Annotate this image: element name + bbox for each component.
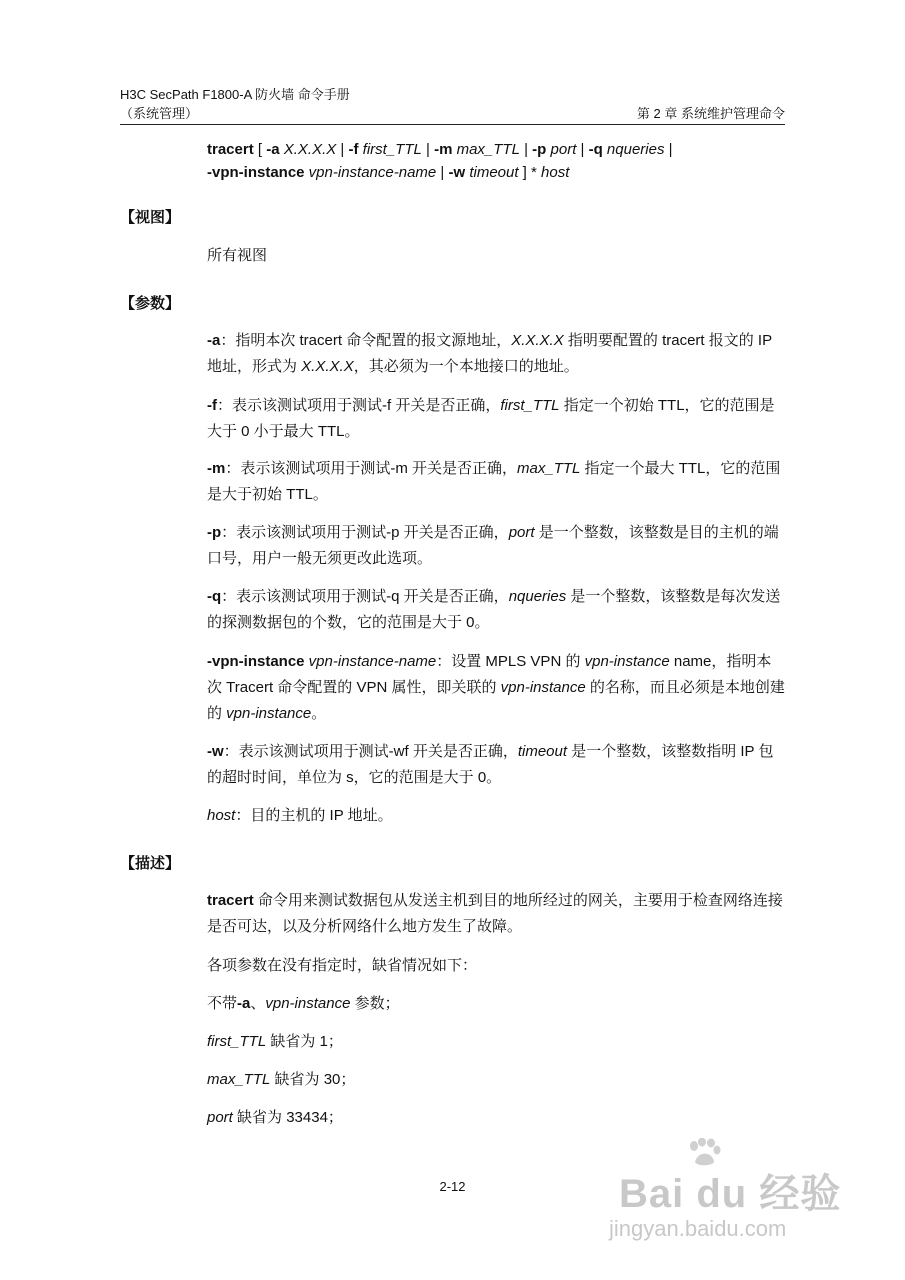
syntax-flag: -p [532,141,547,158]
syntax-flag: -q [588,141,603,158]
param-text: ：设置 MPLS VPN 的 [436,653,585,670]
param-flag: -a [207,332,221,349]
desc-para-1 [207,888,785,940]
param-f [207,393,785,445]
param-arg: X.X.X.X [511,332,564,349]
param-arg: vpn-instance [500,679,586,696]
param-text: name，指明本次 Tracert 命令配置的 VPN 属性，即关联的 [207,653,772,696]
syntax-flag: -m [434,141,453,158]
param-text: ，其必须为一个本地接口的地址。 [353,358,579,375]
param-text: 是一个整数，该整数是每次发送的探测数据包的个数，它的范围是大于 0。 [207,588,781,631]
param-arg: vpn-instance [226,705,312,722]
param-flag: -w [207,743,224,760]
syntax-cmd: tracert [207,141,254,158]
desc-text: 、 [250,995,266,1012]
param-arg: nqueries [508,588,567,605]
param-q [207,584,785,636]
syntax-arg: timeout [465,164,519,181]
syntax-text: | [576,141,589,158]
param-host [207,803,785,829]
param-w [207,739,785,791]
watermark-logo: Bai du 经验 [619,1172,842,1216]
desc-para-2: 各项参数在没有指定时，缺省情况如下： [207,957,478,974]
param-a [207,328,785,380]
param-arg: X.X.X.X [301,358,354,375]
param-arg: port [508,524,535,541]
param-text: 指定一个最大 TTL，它的范围是大于初始 TTL。 [207,460,781,503]
param-text: 是一个整数，该整数指明 IP 包的超时时间，单位为 s，它的范围是大于 0。 [207,743,774,786]
section-params-heading: 【参数】 [120,295,181,312]
header-title: H3C SecPath F1800-A 防火墙 命令手册 [120,87,350,102]
syntax-arg: first_TTL [358,141,422,158]
desc-text: 命令用来测试数据包从发送主机到目的地所经过的网关，主要用于检查网络连接是否可达，以及分析网络什么地方发生了故障。 [207,892,783,935]
syntax-text: | [519,141,533,158]
syntax-flag: -f [348,141,359,158]
param-text: 。 [311,705,327,722]
param-text: 指明要配置的 tracert 报文的 IP 地址，形式为 [207,332,772,375]
header-chapter: 第 2 章 系统维护管理命令 [636,106,785,121]
param-arg: vpn-instance [584,653,670,670]
desc-arg: vpn-instance [265,995,351,1012]
syntax-text: | [421,141,435,158]
param-text: ：表示该测试项用于测试-m 开关是否正确， [225,460,518,477]
desc-para-4 [207,1029,785,1055]
header-subtitle: （系统管理） [120,106,199,121]
section-view-heading: 【视图】 [120,209,181,226]
param-text: ：指明本次 tracert 命令配置的报文源地址， [220,332,512,349]
syntax-flag: -w [448,164,466,181]
desc-arg: first_TTL [207,1033,267,1050]
desc-cmd: tracert [207,892,254,909]
syntax-arg: vpn-instance-name [304,164,437,181]
param-arg: first_TTL [500,397,560,414]
param-text: 的名称，而且必须是本地创建的 [207,679,785,722]
syntax-arg: max_TTL [452,141,520,158]
syntax-text: | [336,141,349,158]
desc-para-3 [207,991,785,1017]
desc-arg: max_TTL [207,1071,271,1088]
param-text: 指定一个初始 TTL，它的范围是大于 0 小于最大 TTL。 [207,397,775,440]
watermark-url: jingyan.baidu.com [609,1216,787,1241]
param-text: ：表示该测试项用于测试-p 开关是否正确， [221,524,509,541]
param-arg: vpn-instance-name [304,653,437,670]
param-flag: -p [207,524,222,541]
syntax-arg: port [546,141,577,158]
page-number: 2-12 [439,1179,466,1194]
desc-text: 不带 [207,995,238,1012]
section-desc-heading: 【描述】 [120,855,181,872]
desc-flag: -a [237,995,251,1012]
param-arg: host [207,807,236,824]
param-arg: max_TTL [517,460,581,477]
syntax-arg: host [541,164,570,181]
param-text: ：表示该测试项用于测试-q 开关是否正确， [221,588,509,605]
param-text: ：目的主机的 IP 地址。 [235,807,393,824]
param-text: ：表示该测试项用于测试-wf 开关是否正确， [223,743,518,760]
syntax-flag: -vpn-instance [207,164,305,181]
desc-text: 缺省为 33434； [232,1109,343,1126]
desc-arg: port [207,1109,233,1126]
param-text: 是一个整数，该整数是目的主机的端口号，用户一般无须更改此选项。 [207,524,779,567]
desc-para-5 [207,1067,785,1093]
param-arg: timeout [517,743,568,760]
param-vpn-instance [207,649,785,727]
syntax-text: [ [253,141,267,158]
baidu-watermark [609,1138,849,1258]
desc-text: 缺省为 1； [266,1033,343,1050]
desc-text: 缺省为 30； [270,1071,356,1088]
syntax-flag: -a [266,141,280,158]
param-flag: -q [207,588,222,605]
param-flag: -f [207,397,217,414]
desc-para-6 [207,1105,785,1131]
view-text: 所有视图 [207,247,268,264]
syntax-arg: nqueries [602,141,665,158]
param-flag: -vpn-instance [207,653,305,670]
desc-text: 参数； [350,995,400,1012]
param-text: ：表示该测试项用于测试-f 开关是否正确， [217,397,501,414]
syntax-text: | [664,141,677,158]
syntax-arg: X.X.X.X [279,141,337,158]
param-flag: -m [207,460,226,477]
header-divider [120,124,785,125]
command-syntax [207,138,785,184]
param-p [207,520,785,572]
param-m [207,456,785,508]
syntax-text: | [436,164,449,181]
syntax-text: ] * [518,164,542,181]
